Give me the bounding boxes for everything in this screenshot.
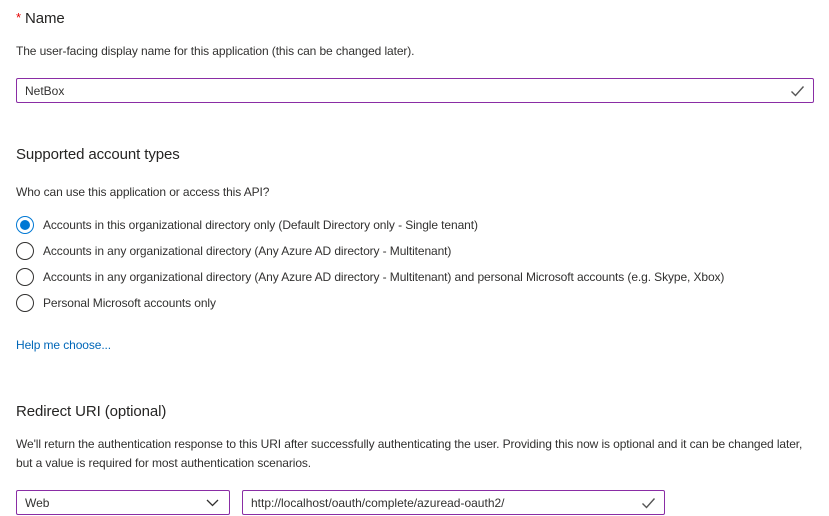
- radio-option-label: Personal Microsoft accounts only: [43, 295, 216, 310]
- redirect-uri-row: [16, 490, 814, 515]
- redirect-uri-section: [16, 403, 814, 515]
- platform-select-value: Web: [25, 495, 50, 510]
- radio-button-icon: [16, 216, 34, 234]
- supported-account-types-title: Supported account types: [16, 146, 180, 163]
- redirect-uri-input[interactable]: [242, 490, 665, 515]
- platform-select[interactable]: [16, 490, 230, 515]
- radio-option-multitenant-personal[interactable]: [16, 264, 814, 290]
- redirect-uri-input-wrap: [242, 490, 665, 515]
- name-description: The user-facing display name for this application (this can be changed later).: [16, 44, 415, 58]
- required-asterisk: *: [16, 10, 21, 25]
- name-title-text: Name: [24, 10, 65, 27]
- redirect-uri-description: We'll return the authentication response to this URI after successfully authenticating the user. Providing this now is optional and it can be changed later, but a value is required for most authentication scenarios.: [16, 437, 803, 470]
- radio-option-label: Accounts in this organizational directory only (Default Directory only - Single tenant): [43, 217, 478, 232]
- radio-option-personal-only[interactable]: [16, 290, 814, 316]
- account-types-question: Who can use this application or access this API?: [16, 185, 270, 199]
- radio-button-icon: [16, 268, 34, 286]
- radio-option-label: Accounts in any organizational directory (Any Azure AD directory - Multitenant) and personal Microsoft accounts (e.g. Skype, Xbox): [43, 269, 725, 284]
- radio-button-icon: [16, 294, 34, 312]
- account-types-radio-group: [16, 212, 814, 316]
- help-me-choose-link[interactable]: Help me choose...: [16, 338, 112, 352]
- supported-account-types-section: [16, 146, 814, 354]
- redirect-uri-title: Redirect URI (optional): [16, 403, 167, 420]
- name-section-title: [16, 10, 814, 27]
- name-input-wrap: [16, 78, 814, 103]
- name-section: [16, 10, 814, 103]
- radio-option-label: Accounts in any organizational directory (Any Azure AD directory - Multitenant): [43, 243, 452, 258]
- chevron-down-icon: [206, 496, 219, 510]
- name-input[interactable]: [16, 78, 814, 103]
- radio-option-multitenant[interactable]: [16, 238, 814, 264]
- radio-button-icon: [16, 242, 34, 260]
- radio-option-single-tenant[interactable]: [16, 212, 814, 238]
